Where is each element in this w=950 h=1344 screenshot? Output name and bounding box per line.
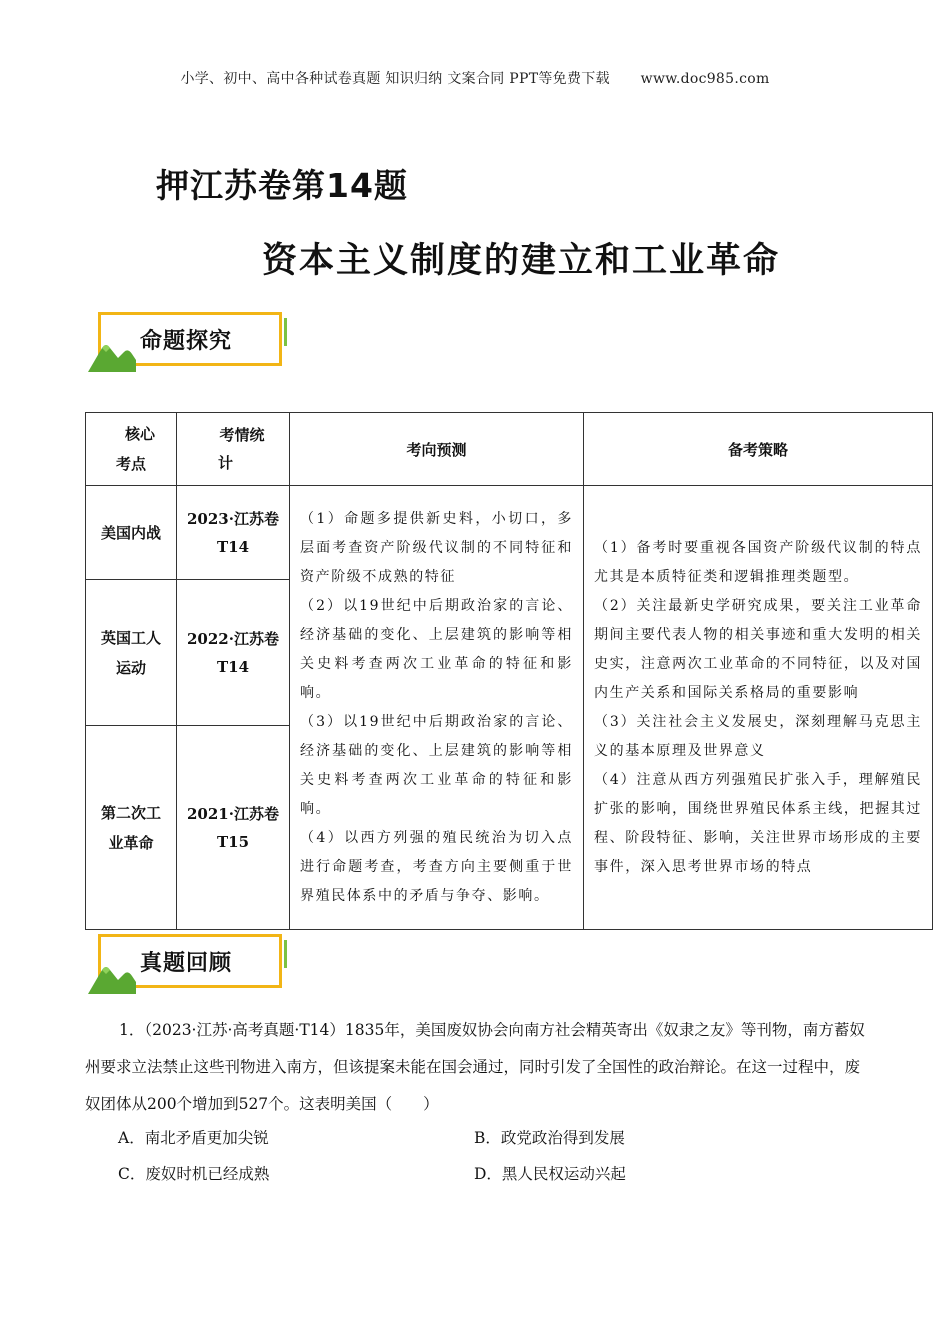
title-line-2: 资本主义制度的建立和工业革命 <box>262 241 781 281</box>
exam-stat: 2021·江苏卷 T15 <box>177 726 290 930</box>
page-header <box>0 68 950 88</box>
core-point: 美国内战 <box>86 486 177 580</box>
header-forecast: 考向预测 <box>290 413 584 486</box>
question-stem: 1．（2023·江苏·高考真题·T14）1835年，美国废奴协会向南方社会精英寄出《奴隶之友》等刊物，南方蓄奴州要求立法禁止这些刊物进入南方，但该提案未能在国会通过，同时引发了全国性的政治辩论。在这一过程中，废奴团体从200个增加到527个。这表明美国（ ） <box>85 1021 865 1113</box>
option-b[interactable]: B．政党政治得到发展 <box>474 1129 625 1147</box>
header-text: 小学、初中、高中各种试卷真题 知识归纳 文案合同 PPT等免费下载 <box>180 71 610 87</box>
badge-accent-bar <box>284 940 287 968</box>
title-line-1: 押江苏卷第14题 <box>156 166 408 205</box>
forecast-cell: （1）命题多提供新史料，小切口，多层面考查资产阶级代议制的不同特征和资产阶级不成熟的特征 （2）以19世纪中后期政治家的言论、经济基础的变化、上层建筑的影响等相关史料考查两次工业革命的特征和影响。 （3）以19世纪中后期政治家的言论、经济基础的变化、上层建筑的影响等相关史料考查两次工业革命的特征和影响。 （4）以西方列强的殖民统治为切入点进行命题考查，考查方向主要侧重于世界殖民体系中的矛盾与争夺、影响。 <box>290 486 584 930</box>
header-core: 核心 考点 <box>86 413 177 486</box>
core-point: 第二次工 业革命 <box>86 726 177 930</box>
mountain-icon <box>88 950 136 994</box>
header-site[interactable]: www.doc985.com <box>640 71 770 87</box>
option-d[interactable]: D．黑人民权运动兴起 <box>474 1165 626 1183</box>
header-stat: 考情统 计 <box>177 413 290 486</box>
header-strategy: 备考策略 <box>584 413 933 486</box>
exam-stat: 2022·江苏卷 T14 <box>177 580 290 726</box>
option-a[interactable]: A．南北矛盾更加尖锐 <box>118 1129 269 1147</box>
strategy-cell: （1）备考时要重视各国资产阶级代议制的特点尤其是本质特征类和逻辑推理类题型。 （2）关注最新史学研究成果，要关注工业革命期间主要代表人物的相关事迹和重大发明的相关史实，注意两次工业革命的不同特征，以及对国内生产关系和国际关系格局的重要影响 （3）关注社会主义发展史，深刻理解马克思主义的基本原理及世界意义 （4）注意从西方列强殖民扩张入手，理解殖民扩张的影响，围绕世界殖民体系主线，把握其过程、阶段特征、影响，关注世界市场形成的主要事件，深入思考世界市场的特点 <box>584 486 933 930</box>
section-badge-review <box>88 932 288 994</box>
section-title-explore: 命题探究 <box>140 329 233 354</box>
exam-analysis-table <box>85 412 933 930</box>
mountain-icon <box>88 328 136 372</box>
badge-accent-bar <box>284 318 287 346</box>
section-title-review: 真题回顾 <box>140 951 233 976</box>
table-header-row <box>86 413 933 486</box>
question-1 <box>85 1012 875 1123</box>
core-point: 英国工人 运动 <box>86 580 177 726</box>
exam-stat: 2023·江苏卷 T14 <box>177 486 290 580</box>
section-badge-explore <box>88 310 288 372</box>
table-row <box>86 486 933 580</box>
option-c[interactable]: C．废奴时机已经成熟 <box>118 1165 270 1183</box>
